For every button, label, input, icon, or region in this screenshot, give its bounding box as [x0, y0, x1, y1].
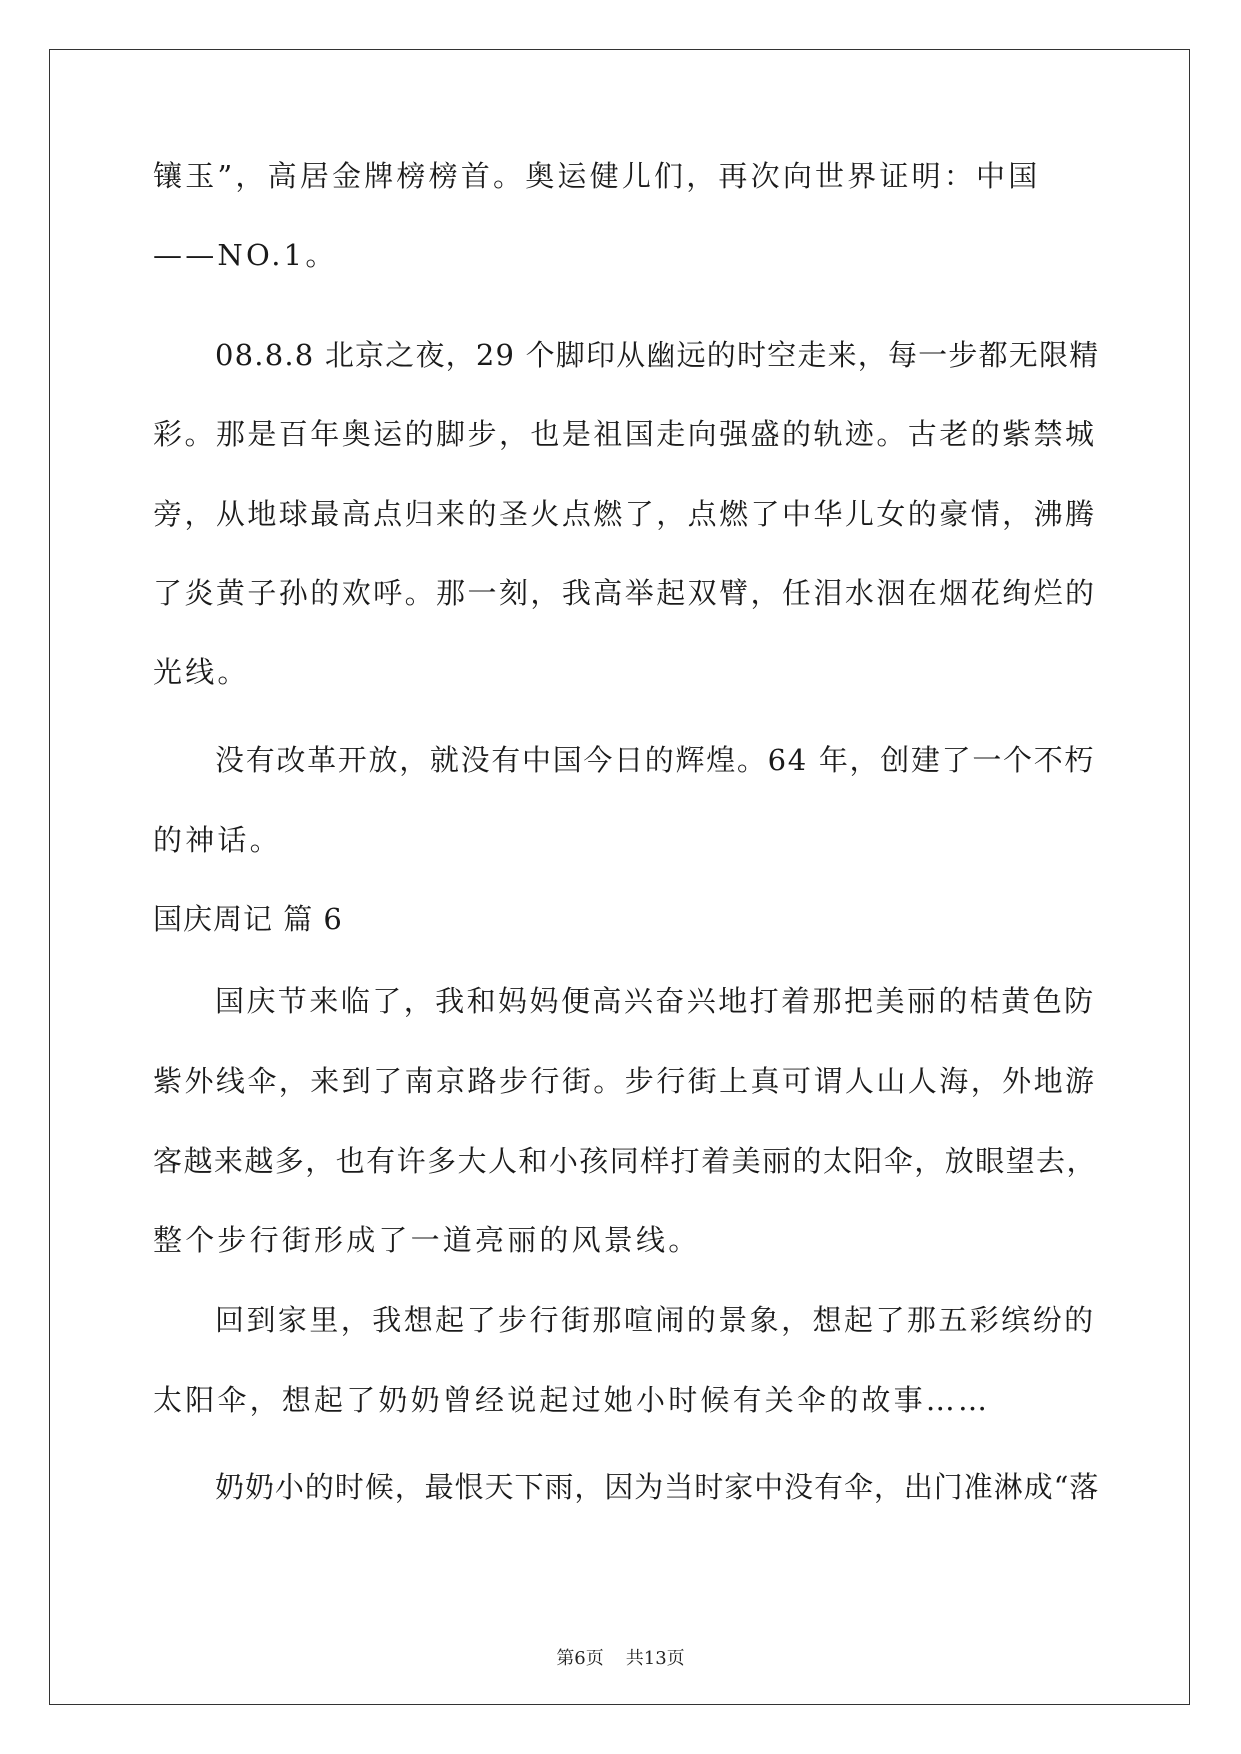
paragraph-line: 了炎黄子孙的欢呼。那一刻，我高举起双臂，任泪水洇在烟花绚烂的	[153, 576, 1097, 610]
paragraph-line: 回到家里，我想起了步行街那喧闹的景象，想起了那五彩缤纷的	[215, 1303, 1096, 1337]
page-number: 第6页	[556, 1648, 604, 1669]
paragraph-line: 光线。	[153, 655, 250, 689]
paragraph-line: 客越来越多，也有许多大人和小孩同样打着美丽的太阳伞，放眼望去，	[153, 1144, 1097, 1178]
paragraph-line: 的神话。	[153, 823, 282, 857]
paragraph-line: 08.8.8 北京之夜，29 个脚印从幽远的时空走来，每一步都无限精	[215, 338, 1100, 372]
section-heading: 国庆周记 篇 6	[153, 902, 343, 936]
paragraph-line: 旁，从地球最高点归来的圣火点燃了，点燃了中华儿女的豪情，沸腾	[153, 497, 1097, 531]
paragraph-line: 紫外线伞，来到了南京路步行街。步行街上真可谓人山人海，外地游	[153, 1064, 1097, 1098]
paragraph-line: 没有改革开放，就没有中国今日的辉煌。64 年，创建了一个不朽	[215, 743, 1096, 777]
page-border	[49, 49, 1190, 1705]
paragraph-line: 国庆节来临了，我和妈妈便高兴奋兴地打着那把美丽的桔黄色防	[215, 984, 1096, 1018]
page-footer	[0, 1647, 1241, 1671]
paragraph-line: 整个步行街形成了一道亮丽的风景线。	[153, 1223, 701, 1257]
paragraph-line: 奶奶小的时候，最恨天下雨，因为当时家中没有伞，出门准淋成“落	[215, 1470, 1100, 1504]
paragraph-line: 镶玉”，高居金牌榜榜首。奥运健儿们，再次向世界证明：中国	[153, 159, 1041, 193]
paragraph-line: ——NO.1。	[153, 238, 338, 272]
paragraph-line: 彩。那是百年奥运的脚步，也是祖国走向强盛的轨迹。古老的紫禁城	[153, 417, 1097, 451]
paragraph-line: 太阳伞，想起了奶奶曾经说起过她小时候有关伞的故事……	[153, 1383, 991, 1417]
total-pages: 共13页	[625, 1648, 685, 1669]
